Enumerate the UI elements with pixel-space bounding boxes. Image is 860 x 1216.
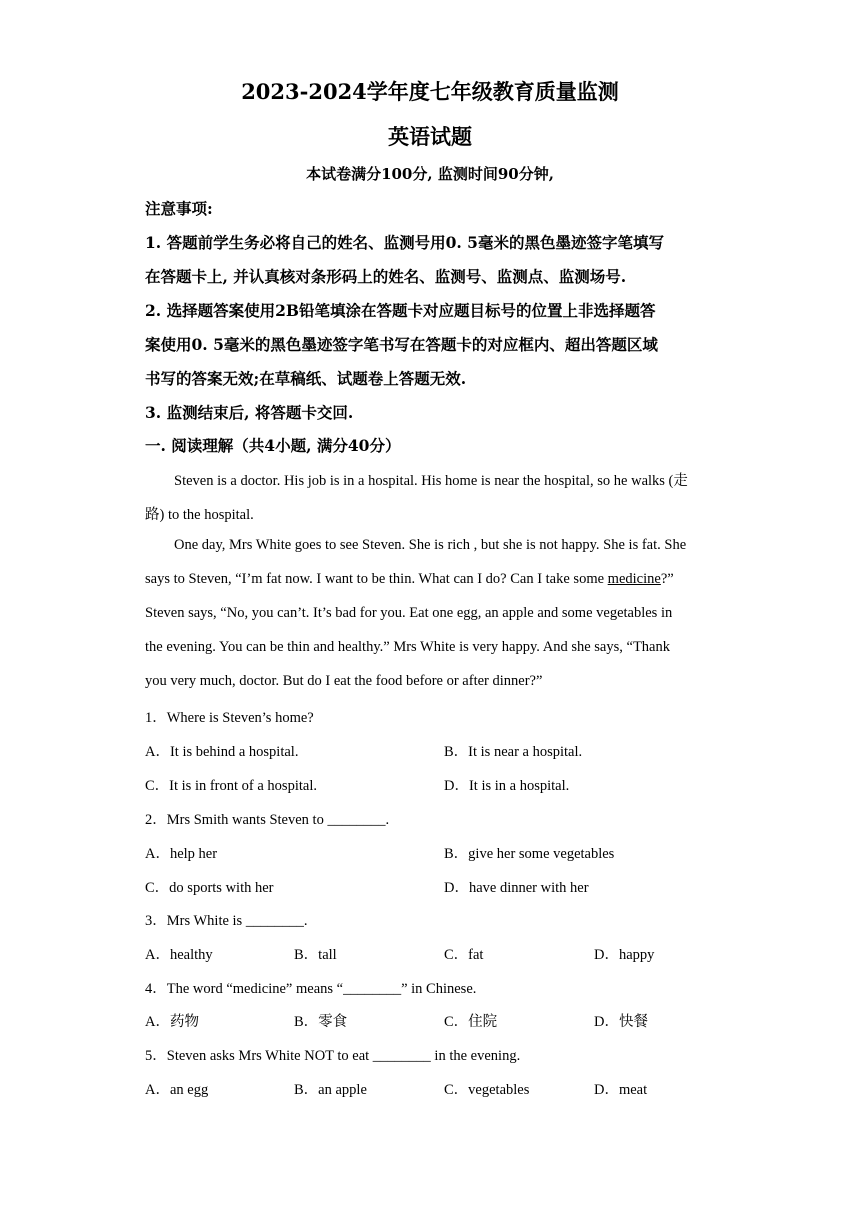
exam-info: 本试卷满分100分, 监测时间90分钟, [306,165,554,183]
question-stem: 1．Where is Steven’s home? [145,710,314,726]
notes-line: 在答题卡上, 并认真核对条形码上的姓名、监测号、监测点、监测场号. [145,267,627,286]
answer-option: D．have dinner with her [444,880,589,896]
answer-option: A．help her [145,846,218,862]
passage-text: ?” [660,571,674,587]
passage-line [145,571,735,588]
question-stem: 3．Mrs White is ________. [145,913,308,929]
exam-title: 2023-2024学年度七年级教育质量监测 [241,79,619,104]
answer-option: B．tall [294,947,337,963]
notes-line: 案使用0. 5毫米的黑色墨迹签字笔书写在答题卡的对应框内、超出答题区域 [145,335,658,354]
answer-option: C．vegetables [444,1082,530,1098]
answer-option: B．It is near a hospital. [444,744,583,760]
passage-line: Steven is a doctor. His job is in a hospital. His home is near the hospital, so he walks (走 [174,473,688,489]
notes-line: 书写的答案无效;在草稿纸、试题卷上答题无效. [145,369,467,388]
notes-line: 3. 监测结束后, 将答题卡交回. [145,403,354,422]
answer-option: C．do sports with her [145,880,274,896]
answer-option: A．an egg [145,1082,209,1098]
notes-heading: 注意事项: [145,199,213,218]
passage-line: Steven says, “No, you can’t. It’s bad for you. Eat one egg, an apple and some vegetables in [145,605,673,621]
answer-option: C．fat [444,947,484,963]
section-heading: 一. 阅读理解（共4小题, 满分40分） [145,436,401,455]
passage-line: you very much, doctor. But do I eat the food before or after dinner?” [145,673,543,689]
passage-line: 路) to the hospital. [145,507,254,523]
passage-text: says to Steven, “I’m fat now. I want to be thin. What can I do? Can I take some [145,571,608,587]
answer-option: D．meat [594,1082,648,1098]
answer-option: B．give her some vegetables [444,846,615,862]
answer-option: A．healthy [145,947,213,963]
underlined-word: medicine [607,571,661,587]
answer-option: B．an apple [294,1082,367,1098]
passage-line: the evening. You can be thin and healthy.” Mrs White is very happy. And she says, “Thank [145,639,670,655]
passage-line: One day, Mrs White goes to see Steven. She is rich , but she is not happy. She is fat. She [174,537,687,553]
answer-option: C．It is in front of a hospital. [145,778,317,794]
question-stem: 5．Steven asks Mrs White NOT to eat ________ in the evening. [145,1048,521,1064]
notes-line: 2. 选择题答案使用2B铅笔填涂在答题卡对应题目标号的位置上非选择题答 [145,301,656,320]
question-stem: 2．Mrs Smith wants Steven to ________. [145,812,390,828]
answer-option: C．住院 [444,1014,498,1030]
question-stem: 4．The word “medicine” means “________” in Chinese. [145,981,477,997]
answer-option: D．happy [594,947,655,963]
answer-option: A．药物 [145,1014,199,1030]
notes-line: 1. 答题前学生务必将自己的姓名、监测号用0. 5毫米的黑色墨迹签字笔填写 [145,233,664,252]
answer-option: D．It is in a hospital. [444,778,570,794]
answer-option: B．零食 [294,1014,348,1030]
answer-option: D．快餐 [594,1014,648,1030]
answer-option: A．It is behind a hospital. [145,744,299,760]
exam-subject-title: 英语试题 [388,124,472,149]
